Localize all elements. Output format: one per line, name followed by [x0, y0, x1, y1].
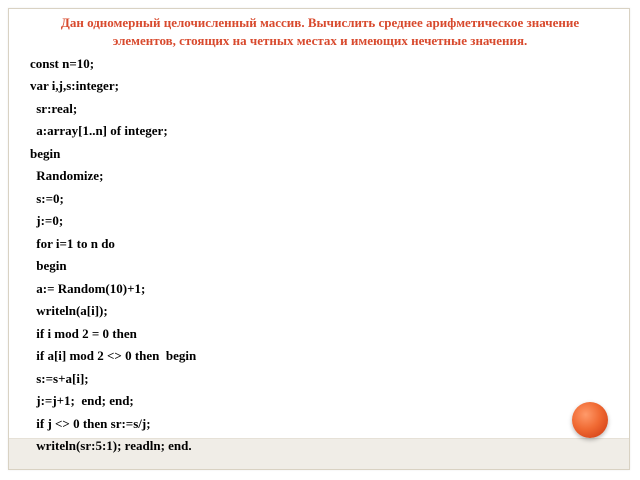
code-line: j:=0; [33, 213, 64, 228]
code-line: if j <> 0 then sr:=s/j; [33, 416, 151, 431]
code-line: const n=10; [30, 56, 95, 71]
code-line: writeln(a[i]); [33, 303, 108, 318]
code-line: s:=0; [33, 191, 64, 206]
title-line-2: элементов, стоящих на четных местах и имеющих нечетные значения. [112, 33, 528, 48]
code-line: writeln(sr:5:1); readln; end. [33, 438, 192, 453]
slide-title [24, 14, 616, 50]
title-line-1: Дан одномерный целочисленный массив. Вычислить среднее арифметическое значение [60, 15, 580, 30]
orange-circle-decoration [572, 402, 608, 438]
code-line: begin [33, 258, 67, 273]
code-line: for i=1 to n do [33, 236, 115, 251]
code-line: var i,j,s:integer; [30, 78, 119, 93]
code-line: s:=s+a[i]; [33, 371, 89, 386]
code-line: a:array[1..n] of integer; [33, 123, 168, 138]
code-line: sr:real; [33, 101, 78, 116]
code-line: begin [30, 146, 61, 161]
code-line: j:=j+1; end; end; [33, 393, 134, 408]
code-line: Randomize; [33, 168, 104, 183]
code-line: if i mod 2 = 0 then [33, 326, 137, 341]
code-line: a:= Random(10)+1; [33, 281, 146, 296]
code-line: if a[i] mod 2 <> 0 then begin [33, 348, 197, 363]
